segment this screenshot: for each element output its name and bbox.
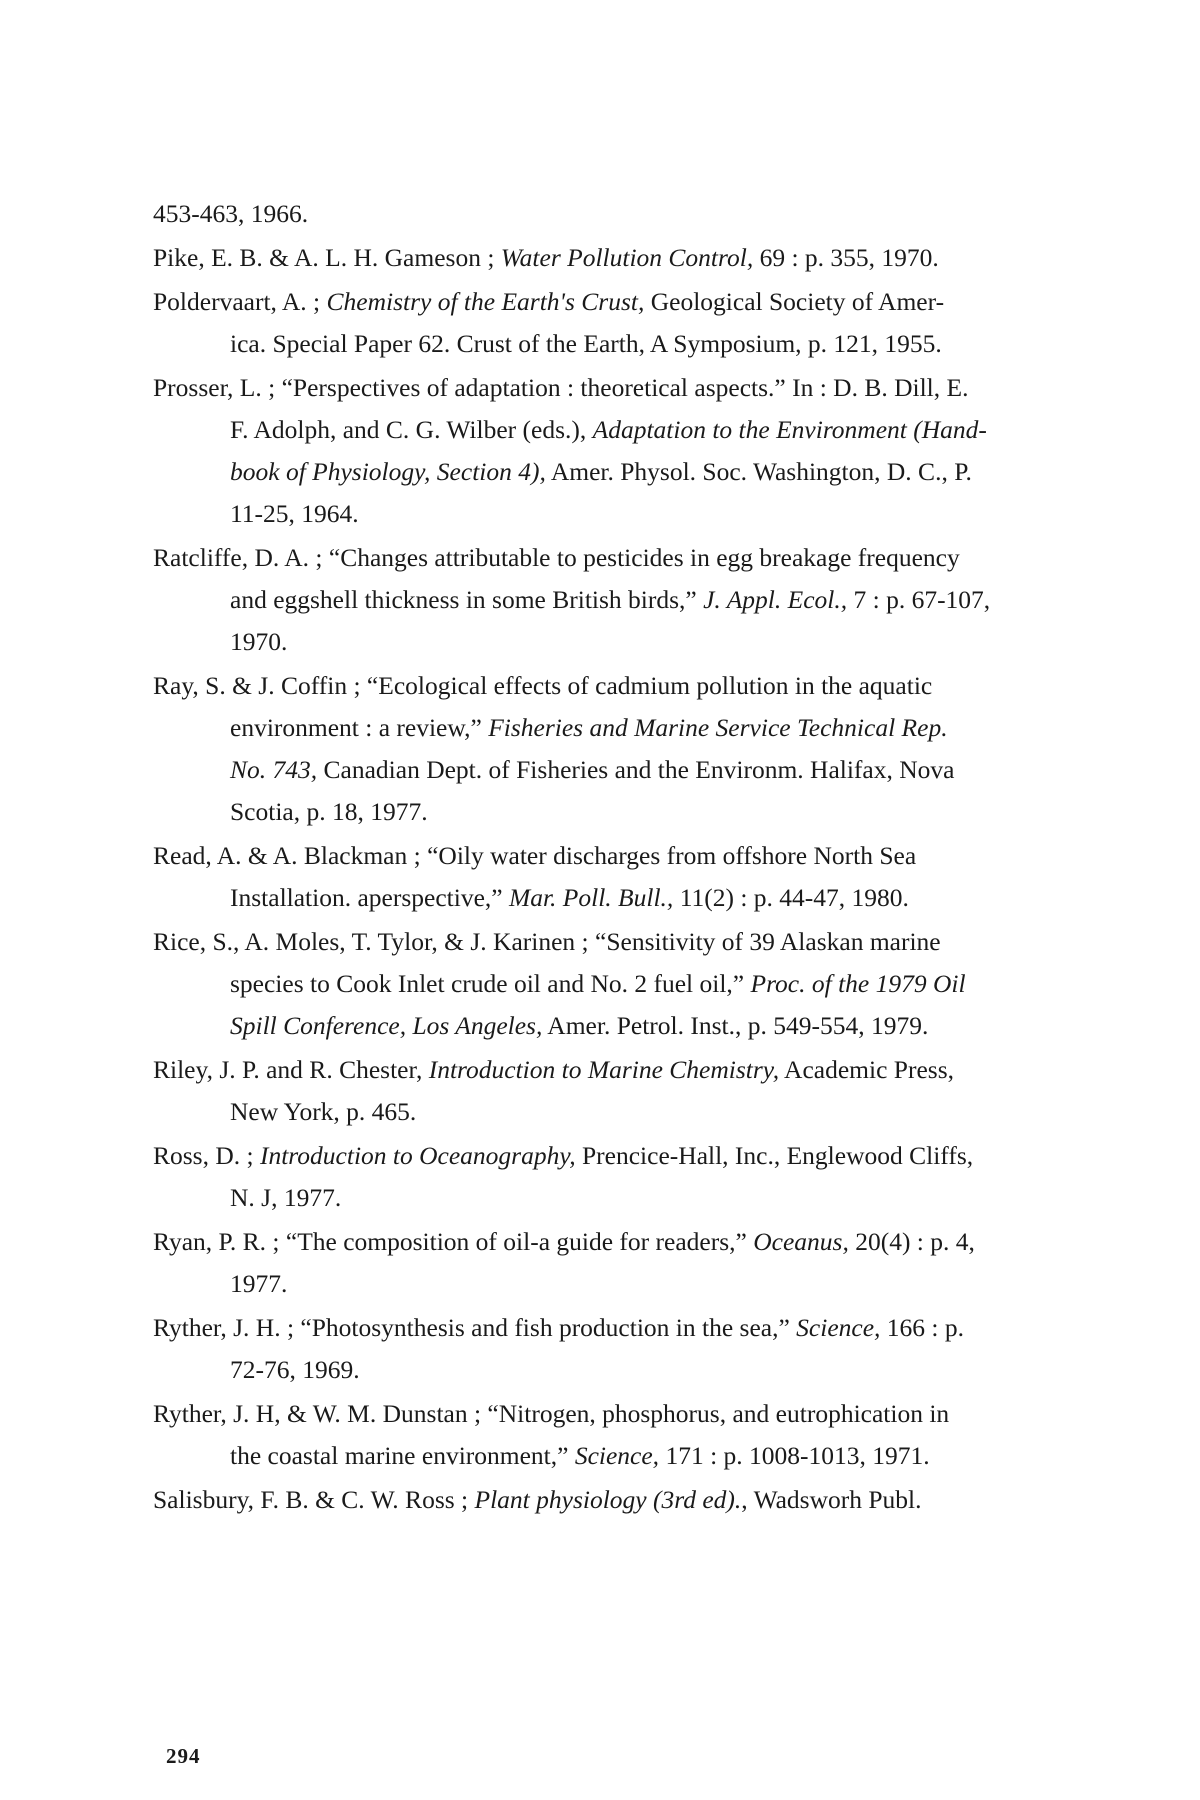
reference-title-segment: Water Pollution Control,: [500, 243, 754, 272]
reference-text-segment: species to Cook Inlet crude oil and No. 2 fuel oil,”: [230, 969, 751, 998]
reference-line: [153, 921, 1033, 963]
reference-text-segment: Rice, S., A. Moles, T. Tylor, & J. Karinen ; “Sensitivity of 39 Alaskan marine: [153, 927, 941, 956]
reference-text-segment: Canadian Dept. of Fisheries and the Environm. Halifax, Nova: [317, 755, 955, 784]
reference-text-segment: 7 : p. 67-107,: [847, 585, 991, 614]
reference-text-segment: Amer. Physol. Soc. Washington, D. C., P.: [545, 457, 972, 486]
reference-title-segment: Mar. Poll. Bull.,: [508, 883, 674, 912]
reference-text-segment: 69 : p. 355, 1970.: [753, 243, 939, 272]
reference-title-segment: Chemistry of the Earth's Crust,: [326, 287, 645, 316]
reference-line: [230, 877, 1033, 919]
reference-text-segment: N. J, 1977.: [230, 1183, 342, 1212]
reference-line: [153, 1221, 1033, 1263]
reference-line: [230, 1091, 1033, 1133]
reference-line: [153, 237, 1033, 279]
reference-line: [230, 493, 1033, 535]
reference-text-segment: 171 : p. 1008-1013, 1971.: [659, 1441, 930, 1470]
reference-entry: [153, 835, 1033, 919]
reference-text-segment: 1977.: [230, 1269, 288, 1298]
reference-text-segment: and eggshell thickness in some British birds,”: [230, 585, 704, 614]
reference-title-segment: J. Appl. Ecol.,: [703, 585, 848, 614]
reference-entry: [153, 367, 1033, 535]
reference-line: [153, 367, 1033, 409]
reference-line: [230, 1177, 1033, 1219]
reference-line: [230, 323, 1033, 365]
reference-line: [153, 1049, 1033, 1091]
reference-title-segment: Adaptation to the Environment (Hand-: [592, 415, 987, 444]
reference-line: [153, 1393, 1033, 1435]
reference-title-segment: No. 743,: [230, 755, 318, 784]
reference-title-segment: Fisheries and Marine Service Technical Rep.: [488, 713, 948, 742]
reference-text-segment: 166 : p.: [880, 1313, 964, 1342]
reference-line: [230, 707, 1033, 749]
reference-text-segment: Geological Society of Amer-: [644, 287, 945, 316]
reference-title-segment: Introduction to Oceanography,: [259, 1141, 576, 1170]
reference-entry: [153, 537, 1033, 663]
reference-entry: [153, 237, 1033, 279]
reference-text-segment: , Wadsworh Publ.: [741, 1485, 922, 1514]
page-number: 294: [166, 1744, 201, 1768]
reference-line: [153, 665, 1033, 707]
reference-text-segment: F. Adolph, and C. G. Wilber (eds.),: [230, 415, 593, 444]
reference-line: [230, 1349, 1033, 1391]
reference-text-segment: ica. Special Paper 62. Crust of the Earth, A Symposium, p. 121, 1955.: [230, 329, 942, 358]
reference-title-segment: Introduction to Marine Chemistry,: [428, 1055, 780, 1084]
reference-text-segment: Prosser, L. ; “Perspectives of adaptation : theoretical aspects.” In : D. B. Dill, E.: [153, 373, 969, 402]
reference-entry: [153, 1307, 1033, 1391]
reference-list: [153, 193, 1033, 1523]
reference-entry: [153, 1479, 1033, 1521]
reference-line: [230, 749, 1033, 791]
reference-line: [153, 537, 1033, 579]
reference-line: [153, 193, 1033, 235]
reference-text-segment: 11(2) : p. 44-47, 1980.: [673, 883, 909, 912]
reference-entry: [153, 1135, 1033, 1219]
reference-text-segment: New York, p. 465.: [230, 1097, 417, 1126]
reference-text-segment: Riley, J. P. and R. Chester,: [153, 1055, 429, 1084]
reference-line: [230, 409, 1033, 451]
reference-entry: [153, 1221, 1033, 1305]
reference-line: [230, 791, 1033, 833]
reference-line: [153, 835, 1033, 877]
reference-text-segment: the coastal marine environment,”: [230, 1441, 575, 1470]
reference-text-segment: 1970.: [230, 627, 288, 656]
reference-title-segment: book of Physiology, Section 4),: [230, 457, 546, 486]
reference-line: [153, 1307, 1033, 1349]
reference-line: [230, 579, 1033, 621]
reference-entry: [153, 281, 1033, 365]
reference-entry: [153, 1393, 1033, 1477]
reference-line: [230, 1263, 1033, 1305]
reference-text-segment: Amer. Petrol. Inst., p. 549-554, 1979.: [542, 1011, 929, 1040]
reference-title-segment: Proc. of the 1979 Oil: [750, 969, 966, 998]
reference-text-segment: Ryther, J. H. ; “Photosynthesis and fish production in the sea,”: [153, 1313, 797, 1342]
reference-entry: [153, 665, 1033, 833]
reference-title-segment: Plant physiology (3rd ed).: [474, 1485, 742, 1514]
reference-text-segment: environment : a review,”: [230, 713, 489, 742]
reference-text-segment: Salisbury, F. B. & C. W. Ross ;: [153, 1485, 475, 1514]
reference-text-segment: Pike, E. B. & A. L. H. Gameson ;: [153, 243, 501, 272]
reference-line: [153, 1135, 1033, 1177]
reference-text-segment: Ryan, P. R. ; “The composition of oil-a guide for readers,”: [153, 1227, 754, 1256]
reference-entry: [153, 193, 1033, 235]
reference-text-segment: Ryther, J. H, & W. M. Dunstan ; “Nitrogen, phosphorus, and eutrophication in: [153, 1399, 950, 1428]
reference-line: [230, 621, 1033, 663]
reference-text-segment: 20(4) : p. 4,: [848, 1227, 975, 1256]
reference-text-segment: Prencice-Hall, Inc., Englewood Cliffs,: [575, 1141, 974, 1170]
reference-title-segment: Science,: [796, 1313, 881, 1342]
reference-text-segment: Read, A. & A. Blackman ; “Oily water discharges from offshore North Sea: [153, 841, 917, 870]
reference-text-segment: Poldervaart, A. ;: [153, 287, 327, 316]
reference-text-segment: 453-463, 1966.: [153, 199, 309, 228]
reference-title-segment: Science,: [574, 1441, 660, 1470]
reference-text-segment: Academic Press,: [779, 1055, 954, 1084]
reference-text-segment: Ratcliffe, D. A. ; “Changes attributable to pesticides in egg breakage frequency: [153, 543, 960, 572]
reference-line: [230, 963, 1033, 1005]
reference-line: [230, 1435, 1033, 1477]
reference-entry: [153, 921, 1033, 1047]
reference-line: [153, 281, 1033, 323]
reference-text-segment: Installation. aperspective,”: [230, 883, 509, 912]
reference-text-segment: 11-25, 1964.: [230, 499, 359, 528]
reference-line: [230, 451, 1033, 493]
reference-text-segment: 72-76, 1969.: [230, 1355, 360, 1384]
reference-text-segment: Ray, S. & J. Coffin ; “Ecological effects of cadmium pollution in the aquatic: [153, 671, 933, 700]
reference-title-segment: Oceanus,: [753, 1227, 849, 1256]
reference-text-segment: Ross, D. ;: [153, 1141, 260, 1170]
reference-line: [230, 1005, 1033, 1047]
reference-line: [153, 1479, 1033, 1521]
reference-text-segment: Scotia, p. 18, 1977.: [230, 797, 428, 826]
reference-entry: [153, 1049, 1033, 1133]
reference-title-segment: Spill Conference, Los Angeles,: [230, 1011, 543, 1040]
